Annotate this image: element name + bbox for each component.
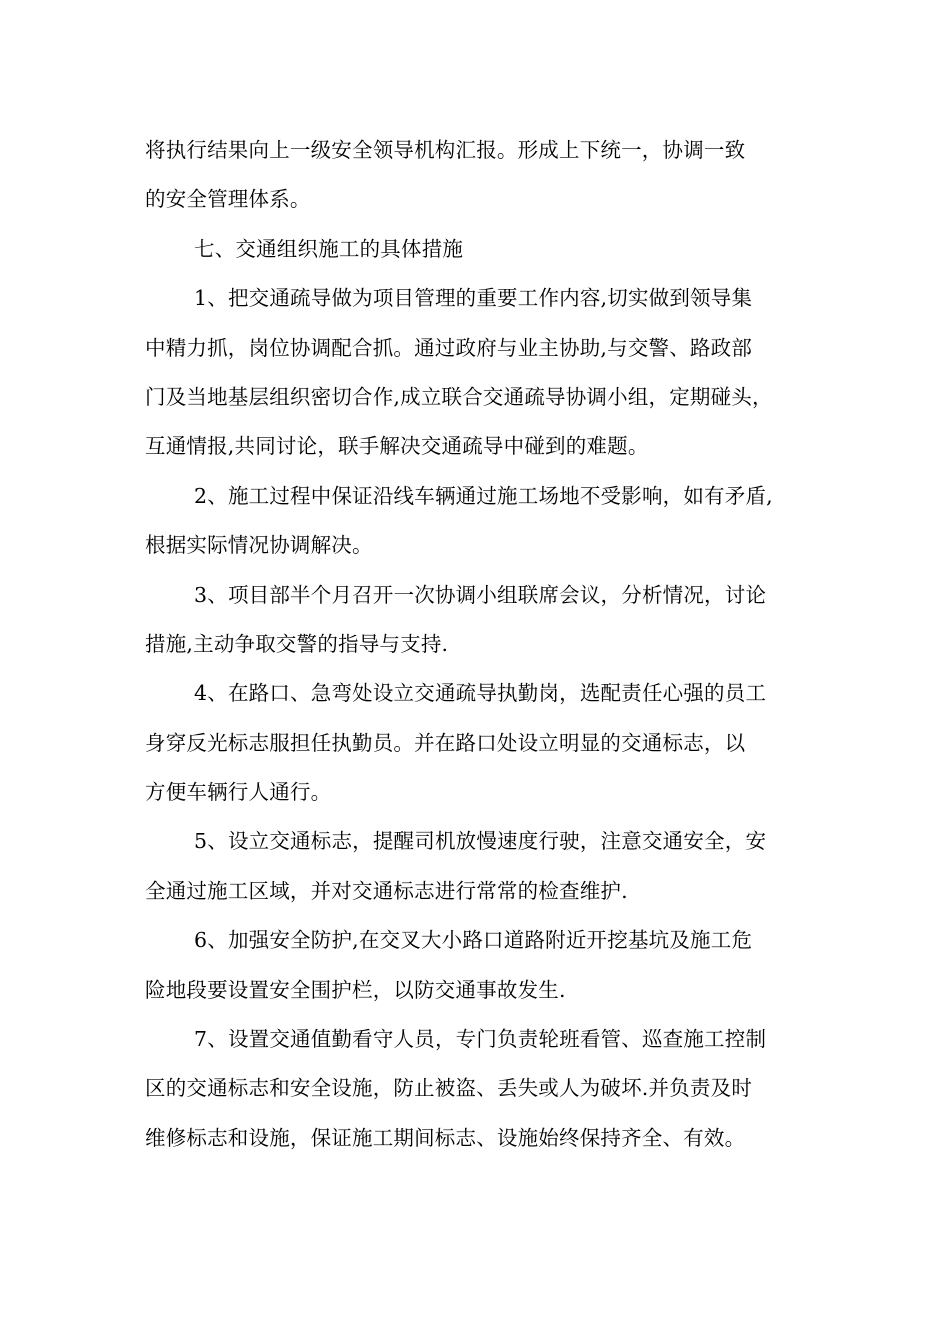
paragraph-1-line: 门及当地基层组织密切合作,成立联合交通疏导协调小组，定期碰头， xyxy=(145,384,773,409)
paragraph-3-line: 措施,主动争取交警的指导与支持. xyxy=(145,631,449,656)
document-body xyxy=(145,126,815,1163)
paragraph-7-line: 区的交通标志和安全设施，防止被盗、丢失或人为破坏.并负责及时 xyxy=(145,1076,753,1101)
paragraph-2-line: 2、施工过程中保证沿线车辆通过施工场地不受影响，如有矛盾, xyxy=(194,483,773,508)
section-heading: 七、交通组织施工的具体措施 xyxy=(194,236,464,261)
paragraph-3-line: 3、项目部半个月召开一次协调小组联席会议，分析情况，讨论 xyxy=(194,582,767,607)
paragraph-4-line: 4、在路口、急弯处设立交通疏导执勤岗，选配责任心强的员工 xyxy=(194,681,767,706)
text-line: 的安全管理体系。 xyxy=(145,187,311,212)
paragraph-6-line: 6、加强安全防护,在交叉大小路口道路附近开挖基坑及施工危 xyxy=(194,928,753,953)
paragraph-7-line: 7、设置交通值勤看守人员，专门负责轮班看管、巡查施工控制 xyxy=(194,1027,767,1052)
paragraph-1-line: 1、把交通疏导做为项目管理的重要工作内容,切实做到领导集 xyxy=(194,286,753,311)
paragraph-4-line: 身穿反光标志服担任执勤员。并在路口处设立明显的交通标志，以 xyxy=(145,730,746,755)
paragraph-2-line: 根据实际情况协调解决。 xyxy=(145,533,373,558)
paragraph-5-line: 全通过施工区域，并对交通标志进行常常的检查维护. xyxy=(145,878,628,903)
paragraph-4-line: 方便车辆行人通行。 xyxy=(145,780,332,805)
paragraph-1-line: 中精力抓，岗位协调配合抓。通过政府与业主协助,与交警、路政部 xyxy=(145,335,753,360)
paragraph-7-line: 维修标志和设施，保证施工期间标志、设施始终保持齐全、有效。 xyxy=(145,1125,746,1150)
text-line: 将执行结果向上一级安全领导机构汇报。形成上下统一，协调一致 xyxy=(145,138,746,162)
paragraph-1-line: 互通情报,共同讨论，联手解决交通疏导中碰到的难题。 xyxy=(145,434,649,459)
paragraph-5-line: 5、设立交通标志，提醒司机放慢速度行驶，注意交通安全，安 xyxy=(194,829,767,854)
paragraph-6-line: 险地段要设置安全围护栏，以防交通事故发生. xyxy=(145,977,566,1002)
